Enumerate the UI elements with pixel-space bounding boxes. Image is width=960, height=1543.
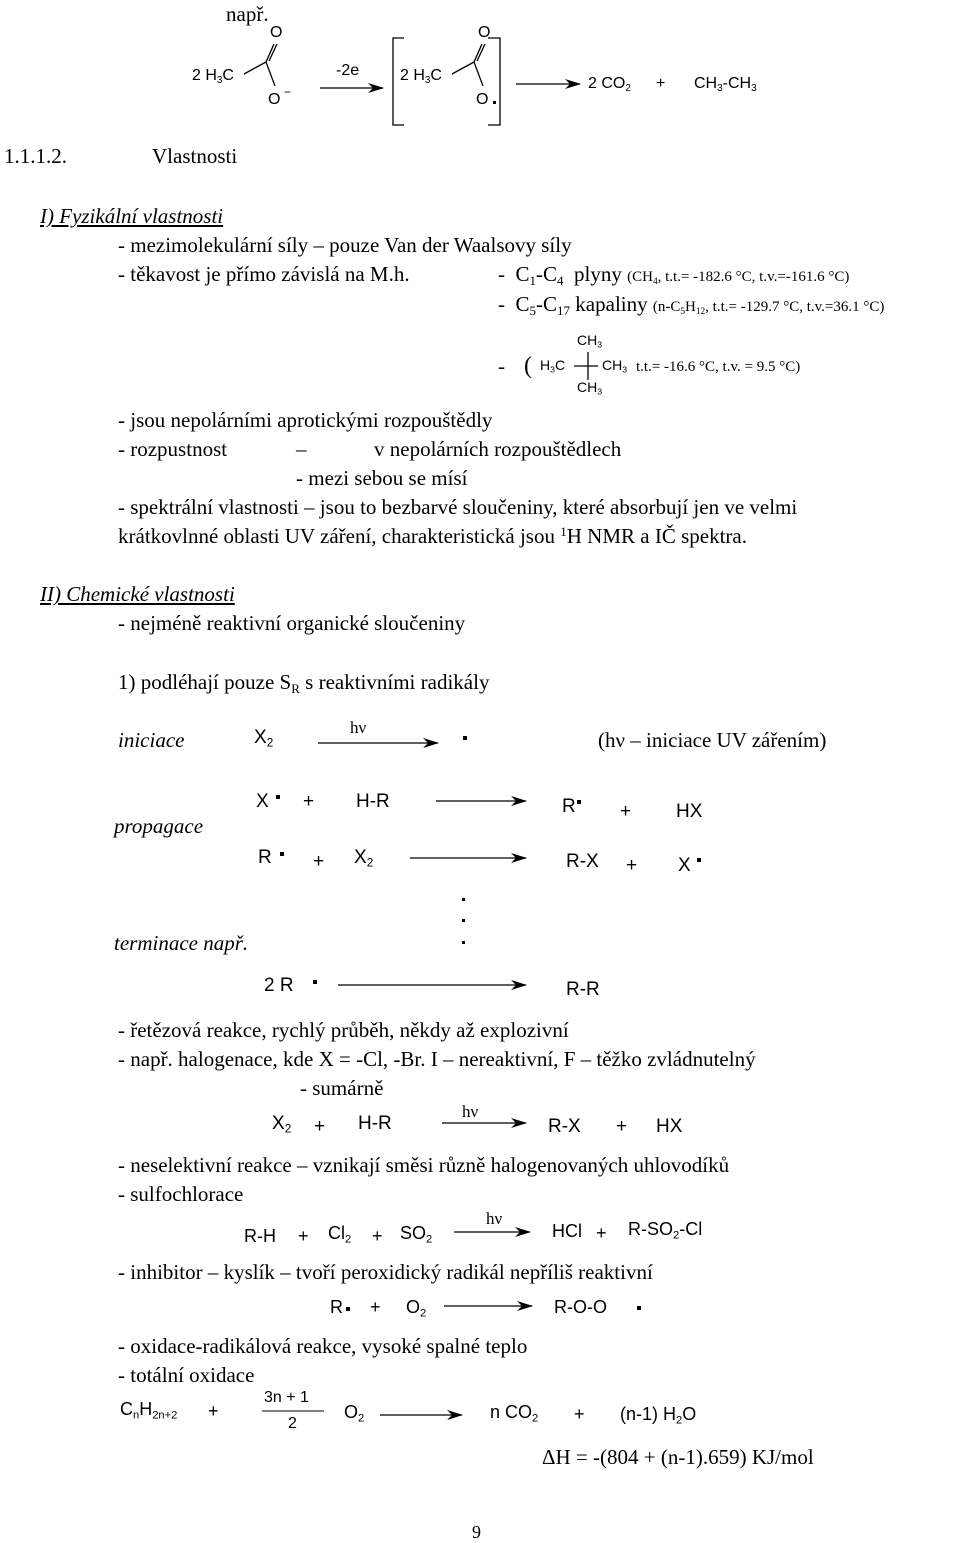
summary-label: - sumárně — [300, 1076, 384, 1100]
termination-product: R-R — [566, 979, 600, 1000]
plus-sign: + — [656, 75, 666, 92]
neopentane-bottom-methyl: $CH_3$ — [577, 379, 603, 397]
bullet-nonselective: - neselektivní reakce – vznikají směsi různě halogenovaných uhlovodíků — [118, 1153, 730, 1177]
ox-alkane: $C_nH_{2n+2}$ — [120, 1399, 178, 1422]
prop2-alkyl-halide: R-X — [566, 851, 599, 872]
carbonyl-oxygen: O — [270, 24, 283, 41]
physical-properties-title: I) Fyzikální vlastnosti — [40, 204, 224, 228]
termination-reactant: 2 R — [264, 975, 294, 996]
ox-numerator: 3n + 1 — [264, 1389, 309, 1406]
bullet-intermolecular: - mezimolekulární síly – pouze Van der Waalsovy síly — [118, 233, 572, 257]
neopentane-right-methyl: $CH_3$ — [602, 357, 628, 375]
anionic-oxygen: O — [268, 91, 281, 108]
prop1-plus-2: + — [620, 801, 632, 822]
summary-plus-2: + — [616, 1116, 628, 1137]
electron-loss-label: -2e — [336, 62, 360, 79]
prop2-halogen: $X_2$ — [354, 847, 374, 870]
prop2-alkyl-radical: R — [258, 847, 272, 868]
solubility-nonpolar: v nepolárních rozpouštědlech — [374, 437, 622, 461]
negative-charge: − — [284, 85, 292, 99]
bullet-total-oxidation: - totální oxidace — [118, 1363, 255, 1387]
prop1-hydrogen-halide: HX — [676, 801, 703, 822]
summary-hydrogen-halide: HX — [656, 1116, 683, 1137]
ethane-product: $CH_3-CH_3$ — [694, 75, 757, 94]
sulf-chlorine: $Cl_2$ — [328, 1223, 352, 1246]
page-number: 9 — [472, 1522, 481, 1542]
summary-hv: hν — [462, 1102, 479, 1121]
ox-carbon-dioxide: n $CO_2$ — [490, 1402, 539, 1425]
bullet-least-reactive: - nejméně reaktivní organické sloučeniny — [118, 611, 466, 635]
summary-halogen: $X_2$ — [272, 1113, 292, 1136]
inhibitor-oxygen: $O_2$ — [406, 1297, 427, 1320]
bullet-sulfochlorination: - sulfochlorace — [118, 1182, 244, 1206]
neopentane-top-methyl: $CH_3$ — [577, 332, 603, 350]
solubility-dash: – — [296, 437, 307, 461]
neopentane-left-methyl: $H_3C$ — [540, 357, 566, 375]
initiation-note: (hν – iniciace UV zářením) — [598, 728, 827, 752]
chemical-properties-title: II) Chemické vlastnosti — [40, 582, 235, 606]
sulf-hcl: HCl — [552, 1221, 582, 1241]
bullet-miscible: - mezi sebou se mísí — [296, 466, 468, 490]
prop2-plus-2: + — [626, 855, 638, 876]
carboxylate-formula: 2 $H_3C$ — [192, 67, 234, 86]
ox-denominator: 2 — [288, 1415, 297, 1432]
prop1-halogen-radical: X — [256, 791, 269, 812]
example-label: např. — [226, 2, 269, 26]
bullet-inhibitor: - inhibitor – kyslík – tvoří peroxidický radikál nepříliš reaktivní — [118, 1260, 653, 1284]
neopentane-bonds — [574, 352, 598, 380]
sulf-plus-2: + — [372, 1226, 383, 1246]
bullet-volatility: - těkavost je přímo závislá na M.h. — [118, 262, 410, 286]
propagation-label: propagace — [114, 814, 204, 838]
spectral-continuation: krátkovlnné oblasti UV záření, charakteristická jsou $^1$H NMR a IČ spektra. — [118, 523, 747, 548]
section-title: Vlastnosti — [152, 144, 238, 168]
section-number: 1.1.1.2. — [4, 144, 67, 168]
sr-radical-point: 1) podléhají pouze $S_R$ s reaktivními radikály — [118, 670, 490, 696]
carbon-dioxide-product: 2 $CO_2$ — [588, 75, 631, 94]
c1-c4-line: - $C_1-C_4$ plyny ($CH_4$, t.t.= -182.6 °C, t.v.=-161.6 °C) — [498, 262, 850, 288]
carboxylate-bonds — [244, 44, 277, 86]
ox-water: (n-1) $H_2O$ — [620, 1404, 697, 1427]
neopentane-data: t.t.= -16.6 °C, t.v. = 9.5 °C) — [636, 359, 801, 375]
initiation-halogen: $X_2$ — [254, 727, 274, 750]
bullet-chain-reaction: - řetězová reakce, rychlý průběh, někdy až explozivní — [118, 1018, 569, 1042]
initiation-hv: hν — [350, 718, 367, 737]
summary-alkyl-halide: R-X — [548, 1116, 581, 1137]
ox-plus: + — [208, 1401, 219, 1421]
termination-label: terminace např. — [114, 931, 249, 955]
bullet-halogenation: - např. halogenace, kde X = -Cl, -Br. I – nereaktivní, F – těžko zvládnutelný — [118, 1047, 756, 1071]
neopentane-paren: ( — [524, 353, 532, 379]
bullet-aprotic: - jsou nepolárními aprotickými rozpouštědly — [118, 408, 493, 432]
bullet-oxidation: - oxidace-radikálová reakce, vysoké spalné teplo — [118, 1334, 528, 1358]
enthalpy: ΔH = -(804 + (n-1).659) KJ/mol — [542, 1445, 814, 1469]
prop2-plus: + — [313, 851, 325, 872]
bullet-solubility: - rozpustnost — [118, 437, 228, 461]
sulf-plus-3: + — [596, 1223, 607, 1243]
prop1-plus: + — [303, 791, 315, 812]
acyloxy-radical-formula: 2 $H_3C$ — [400, 67, 442, 86]
prop1-alkyl-radical: R — [562, 796, 576, 817]
sulf-sulfur-dioxide: $SO_2$ — [400, 1223, 433, 1246]
c5-c17-line: - $C_5-C_{17}$ kapaliny ($n-C_5H_{12}$, t.t.= -129.7 °C, t.v.=36.1 °C) — [498, 292, 885, 318]
initiation-label: iniciace — [118, 728, 185, 752]
peroxy-radical: R-O-O — [554, 1297, 607, 1317]
sulf-plus-1: + — [298, 1226, 309, 1246]
ox-oxygen: $O_2$ — [344, 1402, 365, 1425]
summary-alkane: H-R — [358, 1113, 392, 1134]
prop1-alkane: H-R — [356, 791, 390, 812]
ox-plus-2: + — [574, 1404, 585, 1424]
sulf-sulfonyl-chloride: $R-SO_2-Cl$ — [628, 1219, 703, 1242]
radical-oxygen: O — [476, 91, 489, 108]
inhibitor-radical: R — [330, 1297, 343, 1317]
neopentane-dash: - — [498, 354, 505, 378]
radical-carbonyl-oxygen: O — [478, 24, 491, 41]
inhibitor-plus: + — [370, 1297, 381, 1317]
sulf-alkane: R-H — [244, 1226, 276, 1246]
summary-plus: + — [314, 1116, 326, 1137]
sulf-hv: hν — [486, 1209, 503, 1228]
bullet-spectral: - spektrální vlastnosti – jsou to bezbarvé sloučeniny, které absorbují jen ve velmi — [118, 495, 798, 519]
prop2-halogen-radical: X — [678, 855, 691, 876]
